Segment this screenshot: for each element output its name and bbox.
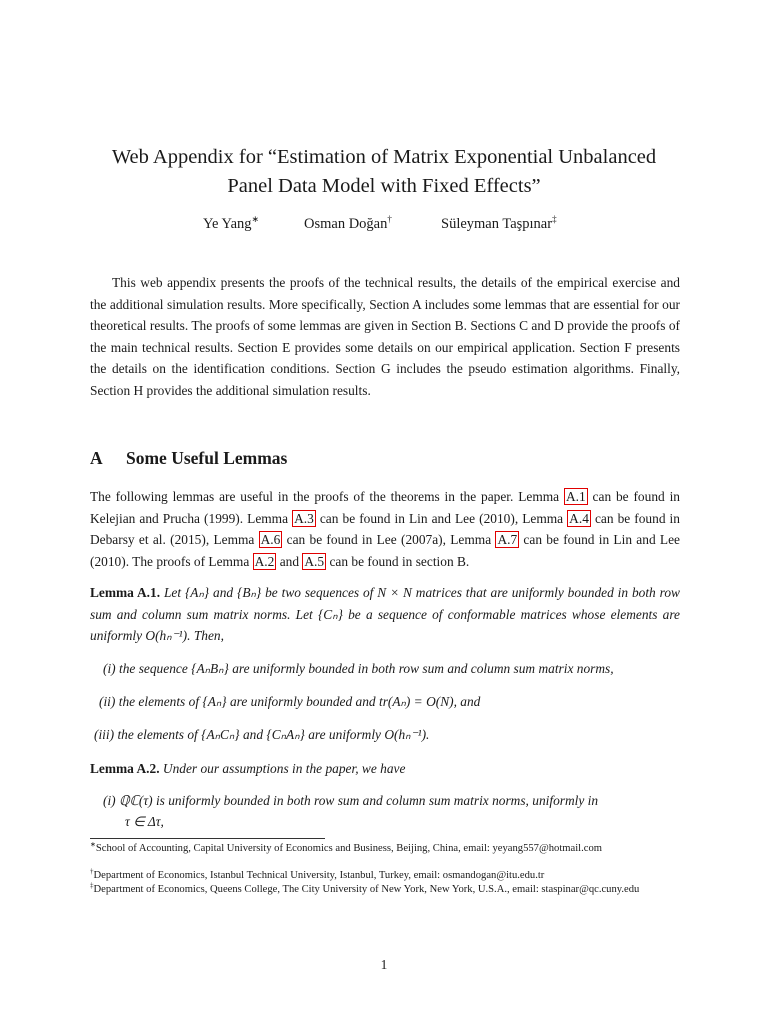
footnote-mark: ∗ — [90, 840, 96, 849]
text: can be found in Lin and Lee ( — [90, 532, 680, 569]
citation-link[interactable]: 2010 — [483, 510, 511, 526]
author-3 — [441, 216, 557, 233]
intro-paragraph — [90, 486, 680, 572]
citation-link[interactable]: 2007a — [405, 532, 439, 548]
item-label: (ii) — [99, 694, 116, 709]
footnote-text: Department of Economics, Istanbul Technical University, Istanbul, Turkey, email: osmandogan@itu.edu.tr — [93, 870, 545, 881]
text: The following lemmas are useful in the proofs of the theorems in the paper. Lemma — [90, 489, 564, 504]
footnote-1 — [90, 842, 680, 856]
item-label: (iii) — [94, 727, 115, 742]
lemma-name: Lemma A.2. — [90, 761, 160, 776]
text: can be found in Kelejian and Prucha ( — [90, 489, 680, 526]
lemma-statement: Under our assumptions in the paper, we have — [162, 761, 406, 776]
author-1 — [203, 216, 259, 233]
footnote-mark[interactable]: ‡ — [552, 214, 557, 225]
item-text: the elements of {AₙCₙ} and {CₙAₙ} are uniformly O(hₙ⁻¹). — [117, 727, 430, 742]
title-line-1: Web Appendix for “Estimation of Matrix Exponential Unbalanced — [111, 146, 657, 168]
abstract-paragraph: This web appendix presents the proofs of the technical results, the details of the empirical exercise and the additional simulation results. More specifically, Section A includes some lemmas that are essential for our theoretical results. The proofs of some lemmas are given in Section B. Sections C and D provide the proofs of the main technical results. Section E provides some details on our empirical application. Section F presents the details on the identification conditions. Section G includes the pseudo estimation algorithms. Finally, Section H provides the additional simulation results. — [90, 275, 680, 398]
footnote-text: Department of Economics, Queens College, The City University of New York, New York, U.S.A., email: staspinar@qc.cuny.edu — [93, 884, 640, 895]
item-label: (i) — [103, 661, 116, 676]
footnote-text: School of Accounting, Capital University of Economics and Business, Beijing, China, email: yeyang557@hotmail.com — [95, 843, 602, 854]
page-number: 1 — [380, 957, 388, 972]
footnote-mark[interactable]: ∗ — [251, 214, 260, 225]
paper-title — [60, 143, 708, 201]
lemma-link[interactable]: A.7 — [497, 532, 518, 548]
lemma-link[interactable]: A.5 — [304, 553, 325, 569]
author-2 — [304, 216, 392, 233]
lemma-a2 — [90, 758, 680, 780]
text: can be found in section B. — [326, 553, 470, 569]
text: ), Lemma — [201, 532, 259, 548]
author-name: Süleyman Taşpınar — [441, 216, 553, 232]
title-line-2: Panel Data Model with Fixed Effects” — [227, 175, 541, 197]
footnote-2 — [90, 869, 680, 883]
citation-link[interactable]: 1999 — [208, 510, 236, 526]
text: can be found in Debarsy et al. ( — [90, 510, 680, 548]
item-text: the sequence {AₙBₙ} are uniformly bounded in both row sum and column sum matrix norms, — [119, 661, 614, 676]
lemma-link[interactable]: A.4 — [569, 510, 589, 526]
lemma-link[interactable]: A.1 — [565, 489, 586, 504]
lemma-link[interactable]: A.2 — [254, 553, 275, 569]
lemma-statement: Let {Aₙ} and {Bₙ} be two sequences of N × N matrices that are uniformly bounded in both row sum and column sum matrix norms. Let {Cₙ} be a sequence of conformable matrices whose elements are uniformly O(hₙ⁻¹). Then, — [90, 585, 680, 644]
lemma-a1-item-i — [103, 658, 680, 680]
lemma-link[interactable]: A.3 — [294, 510, 314, 526]
lemma-link[interactable]: A.6 — [260, 532, 281, 548]
text: ), Lemma — [510, 510, 568, 526]
author-name: Ye Yang — [203, 216, 252, 232]
lemma-a1-item-ii — [99, 691, 680, 713]
section-title: Some Useful Lemmas — [126, 448, 288, 468]
lemma-a2-item-i-continued: τ ∈ Δτ, — [125, 814, 164, 829]
citation-link[interactable]: 2010 — [94, 553, 122, 569]
footnote-mark: † — [90, 867, 94, 876]
author-name: Osman Doğan — [304, 216, 388, 232]
footnote-mark: ‡ — [90, 881, 94, 890]
footnote-3 — [90, 883, 680, 897]
lemma-a1 — [90, 582, 680, 647]
text: can be found in Lee ( — [282, 532, 406, 548]
lemma-name: Lemma A.1. — [90, 585, 161, 600]
citation-link[interactable]: 2015 — [174, 532, 202, 548]
text: ), Lemma — [438, 532, 496, 548]
section-number: A — [90, 448, 103, 468]
text: can be found in Lin and Lee ( — [315, 510, 484, 526]
item-label: (i) — [103, 793, 116, 808]
footnote-rule — [90, 838, 325, 839]
text: ). The proofs of Lemma — [121, 553, 253, 569]
item-text: the elements of {Aₙ} are uniformly bounded and tr(Aₙ) = O(N), and — [118, 694, 481, 709]
lemma-a2-item-i — [103, 790, 680, 812]
section-heading — [90, 448, 287, 469]
footnote-mark[interactable]: † — [387, 214, 392, 225]
item-text: ℚℂ(τ) is uniformly bounded in both row sum and column sum matrix norms, uniformly in — [119, 793, 599, 808]
text: and — [276, 553, 303, 569]
text: ). Lemma — [235, 510, 293, 526]
lemma-a1-item-iii — [94, 724, 680, 746]
